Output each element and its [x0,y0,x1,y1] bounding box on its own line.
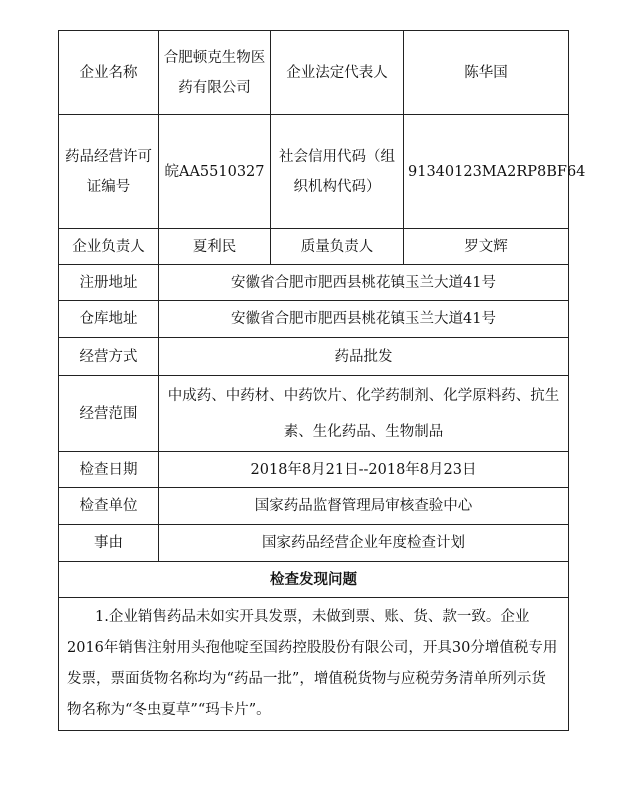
unit-label: 检查单位 [59,488,159,525]
credit-code-label: 社会信用代码（组织机构代码） [271,115,404,229]
license-label: 药品经营许可证编号 [59,115,159,229]
row-principal [59,229,569,265]
row-reg-address [59,265,569,301]
row-findings-body [59,598,569,731]
principal-label: 企业负责人 [59,229,159,265]
row-findings-title [59,562,569,598]
warehouse-label: 仓库地址 [59,301,159,338]
row-company [59,31,569,115]
row-date [59,452,569,488]
finding-item-1: 1.企业销售药品未如实开具发票，未做到票、账、货、款一致。企业2016年销售注射用头孢他啶至国药控股股份有限公司，开具30分增值税专用发票，票面货物名称均为“药品一批”，增值税货物与应税劳务清单所列示货物名称为“冬虫夏草”“玛卡片”。 [67,609,558,718]
legal-rep-label: 企业法定代表人 [271,31,404,115]
quality-value: 罗文辉 [404,229,569,265]
findings-body [59,598,569,731]
credit-code-value: 91340123MA2RP8BF64 [404,115,569,229]
license-value: 皖AA5510327 [159,115,271,229]
reason-label: 事由 [59,525,159,562]
row-unit [59,488,569,525]
date-value: 2018年8月21日--2018年8月23日 [159,452,569,488]
quality-label: 质量负责人 [271,229,404,265]
mode-value: 药品批发 [159,338,569,376]
unit-value: 国家药品监督管理局审核查验中心 [159,488,569,525]
legal-rep-value: 陈华国 [404,31,569,115]
date-label: 检查日期 [59,452,159,488]
inspection-info-table [58,30,586,731]
row-reason [59,525,569,562]
scope-label: 经营范围 [59,376,159,452]
row-scope [59,376,569,452]
row-license [59,115,569,229]
findings-title: 检查发现问题 [59,562,569,598]
principal-value: 夏利民 [159,229,271,265]
mode-label: 经营方式 [59,338,159,376]
company-name-value: 合肥顿克生物医药有限公司 [159,31,271,115]
reason-value: 国家药品经营企业年度检查计划 [159,525,569,562]
reg-address-label: 注册地址 [59,265,159,301]
warehouse-value: 安徽省合肥市肥西县桃花镇玉兰大道41号 [159,301,569,338]
row-warehouse [59,301,569,338]
reg-address-value: 安徽省合肥市肥西县桃花镇玉兰大道41号 [159,265,569,301]
scope-value: 中成药、中药材、中药饮片、化学药制剂、化学原料药、抗生素、生化药品、生物制品 [159,376,569,452]
row-mode [59,338,569,376]
company-name-label: 企业名称 [59,31,159,115]
